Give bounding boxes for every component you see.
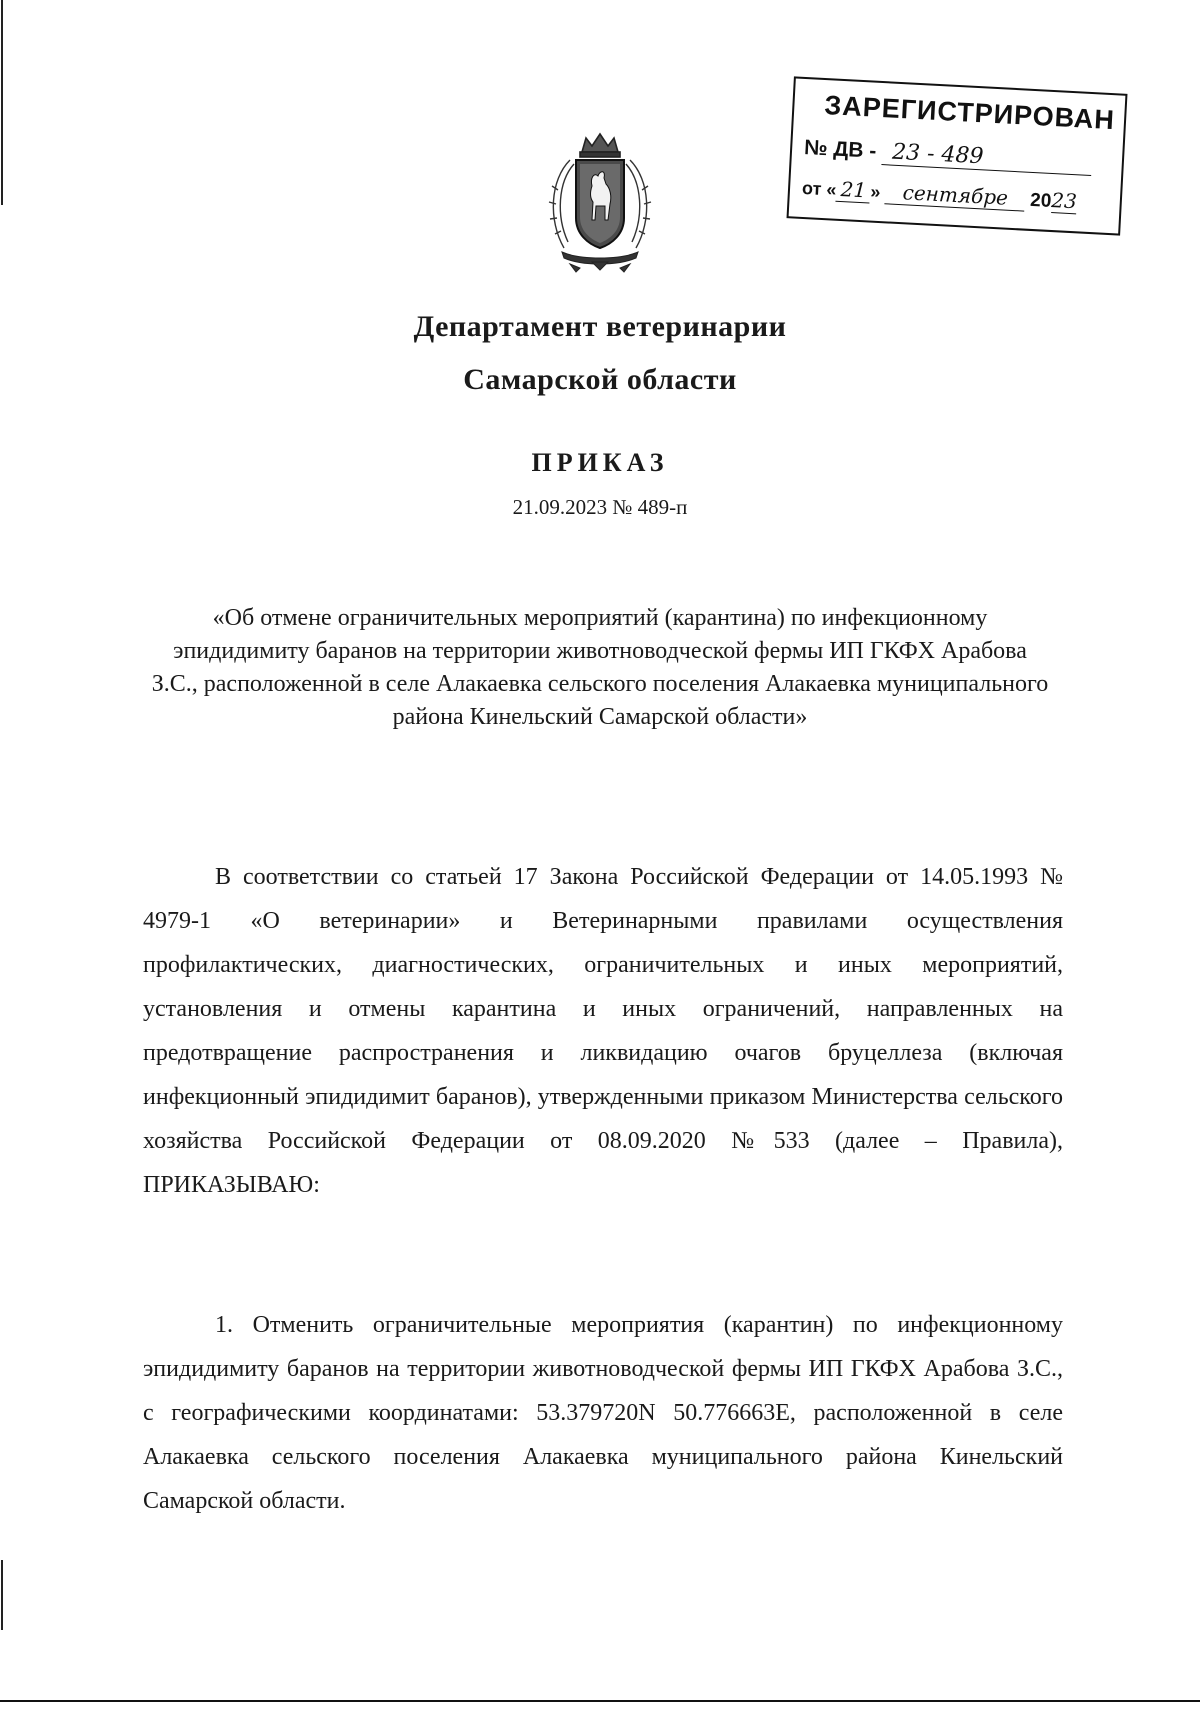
- stamp-number-prefix: № ДВ -: [803, 136, 877, 163]
- stamp-date-day: 21: [836, 177, 871, 204]
- body-paragraph-text: 1. Отменить ограничительные мероприятия (карантин) по инфекционному эпидидимиту баранов на территории животноводческой фермы ИП ГКФХ Арабова З.С., с географическими координатами: 53.379720N 50.776663E, расположенной в селе Алакаевка сельского поселения Алакаевка муниципального района Кинельский Самарской области.: [143, 1312, 1063, 1514]
- coat-of-arms-emblem: [540, 130, 660, 275]
- body-paragraph: [143, 1303, 1063, 1523]
- stamp-date-mid: »: [869, 181, 881, 203]
- stamp-date-line: [801, 175, 1077, 214]
- organization-name-line-1: Департамент ветеринарии: [413, 310, 787, 343]
- body-paragraph-text: В соответствии со статьей 17 Закона Российской Федерации от 14.05.1993 № 4979-1 «О ветеринарии» и Ветеринарными правилами осуществления профилактических, диагностических, ограничительных и иных мероприятий, установления и отмены карантина и иных ограничений, направленных на предотвращение распространения и ликвидацию очагов бруцеллеза (включая инфекционный эпидидимит баранов), утвержденными приказом Министерства сельского хозяйства Российской Федерации от 08.09.2020 №533 (далее – Правила), ПРИКАЗЫВАЮ:: [143, 864, 1063, 1198]
- stamp-date-year: 23: [1050, 188, 1078, 214]
- organization-name-line-2: Самарской области: [463, 363, 737, 396]
- stamp-number-line: [804, 135, 1093, 176]
- scan-edge-artifact: [1, 1560, 3, 1630]
- body-paragraph: [143, 855, 1063, 1207]
- scan-edge-artifact: [1, 0, 3, 205]
- stamp-number-handwritten: 23 - 489: [881, 139, 1092, 176]
- document-date-number: 21.09.2023 № 489-п: [512, 495, 688, 519]
- document-subject: «Об отмене ограничительных мероприятий (карантина) по инфекционному эпидидимиту баранов на территории животноводческой фермы ИП ГКФХ Арабова З.С., расположенной в селе Алакаевка сельского поселения Алакаевка муниципального района Кинельский Самарской области»: [151, 605, 1049, 730]
- stamp-date-prefix: от «: [801, 177, 837, 200]
- stamp-date-year-prefix: 20: [1029, 189, 1052, 212]
- registration-stamp: [787, 76, 1128, 235]
- stamp-title: ЗАРЕГИСТРИРОВАН: [823, 90, 1116, 136]
- scan-edge-artifact: [0, 1700, 1200, 1702]
- document-type-title: ПРИКАЗ: [531, 448, 669, 477]
- stamp-date-month: сентябре: [885, 179, 1026, 211]
